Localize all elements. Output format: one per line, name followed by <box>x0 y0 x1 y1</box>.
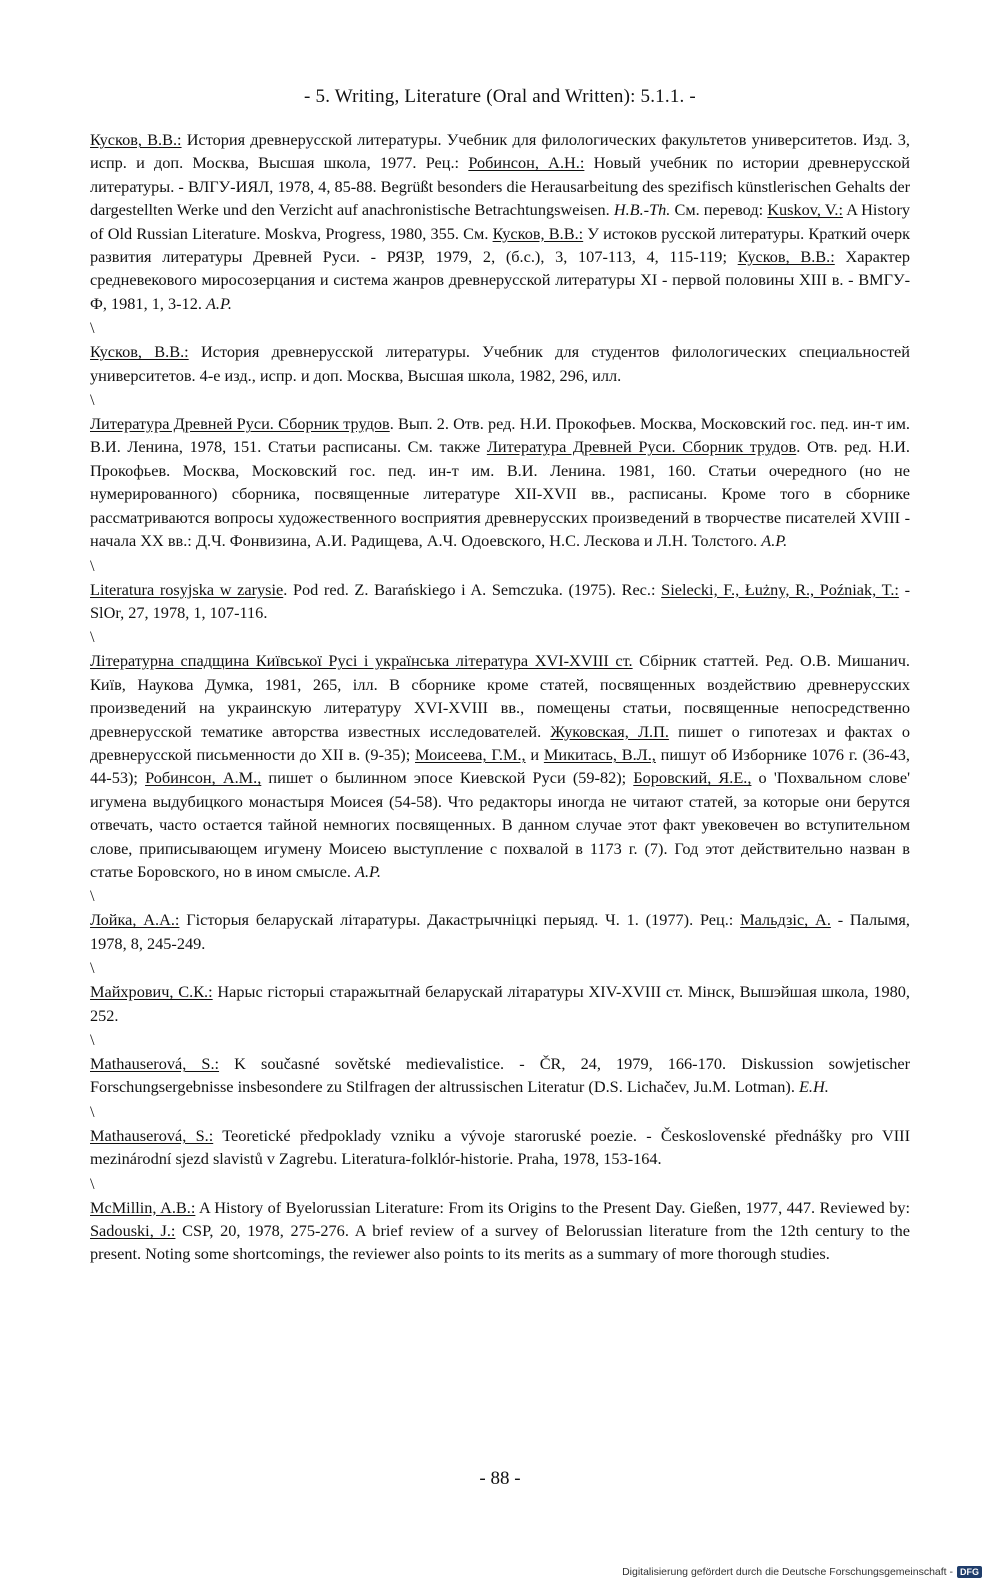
entry-text: Нарыс гісторыі старажытнай беларускай літаратуры XIV-XVIII ст. Мінск, Вышэйшая школа, 1980, 252. <box>90 982 910 1025</box>
cross-ref: Sielecki, F., Łużny, R., Poźniak, T.: <box>661 579 899 599</box>
entry-text: . Вып. 2. Отв. ред. Н.И. Прокофьев. Москва, Московский гос. пед. ин-т им. В.И. Ленина, 1978, 151. Статьи расписаны. См. также <box>90 414 910 457</box>
entry-separator: \ <box>90 886 95 906</box>
digitization-credit <box>622 1566 982 1578</box>
entry-text: . Отв. ред. Н.И. Прокофьев. Москва, Московский гос. пед. ин-т им. В.И. Ленина. 1981, 160. Статьи очередного (но не нумерированного) сборника, посвященные литературе XII-XVII вв., расписаны. Кроме того в сборнике рассматриваются вопросы художественного восприятия древнерусских произведений в творчестве писателей XVIII - начала XX вв.: Д.Ч. Фонвизина, А.И. Радищева, А.Ч. Одоевского, Н.С. Лескова и Л.Н. Толстого. <box>90 437 910 551</box>
entry-separator: \ <box>90 390 95 410</box>
entry-text: A History of Byelorussian Literature: From its Origins to the Present Day. Gießen, 1977, 447. Reviewed by: <box>195 1197 910 1217</box>
bib-entry <box>90 980 910 1027</box>
entry-text: Новый учебник по истории древнерусской литературы. - ВЛГУ-ИЯЛ, 1978, 4, 85-88. Begrüßt besonders die Herausarbeitung des spezifisch künstlerischen Gehalts der dargestellten Werke und den Verzicht auf anachronistische Betrachtungsweisen. <box>90 153 911 220</box>
bib-entry <box>90 340 910 387</box>
bib-entry <box>90 1052 910 1099</box>
entry-separator: \ <box>90 1173 95 1193</box>
cross-ref: Микитась, В.Л., <box>543 744 656 764</box>
bib-entry <box>90 1196 910 1266</box>
entry-separator: \ <box>90 1030 95 1049</box>
entry-text: Гісторыя беларускай літаратуры. Дакастрычніцкі перыяд. Ч. 1. (1977). Рец.: <box>179 910 741 930</box>
entry-author: Кусков, В.В.: <box>90 342 189 362</box>
entry-author: Mathauserová, S.: <box>90 1054 220 1073</box>
entry-text: . Pod red. Z. Barańskiego i A. Semczuka. (1975). Rec.: <box>283 579 662 599</box>
bib-entry <box>90 1124 910 1171</box>
page-header: - 5. Writing, Literature (Oral and Written): 5.1.1. - <box>304 86 696 107</box>
reviewer-initials: A.P. <box>761 531 788 551</box>
entry-text: Сбірник статтей. Ред. О.В. Мишанич. Київ, Наукова Думка, 1981, 265, ілл. В сборнике кроме статей, посвященных воздействию древнерусских произведений на украинскую литературу XVI-XVIII вв., помещены статьи, посвященные непосредственно древнерусской тематике авторства известных исследователей. <box>90 651 910 741</box>
entry-author: McMillin, A.B.: <box>90 1197 196 1217</box>
entry-text: пишет о гипотезах и фактах о древнерусской письменности до XII в. (9-35); <box>90 721 910 764</box>
cross-ref: Литература Древней Руси. Сборник трудов <box>486 437 797 457</box>
entry-author: Літературна спадщина Київської Русі і українська література XVI-XVIII ст. <box>90 651 633 671</box>
entry-separator: \ <box>90 958 95 978</box>
cross-ref: Боровский, Я.Е., <box>633 768 752 788</box>
cross-ref: Кусков, В.В.: <box>492 223 584 243</box>
reviewer-initials: H.B.-Th. <box>613 200 671 220</box>
entry-author: Кусков, В.В.: <box>90 130 182 149</box>
cross-ref: Мальдзіс, А. <box>740 910 831 930</box>
entry-text: История древнерусской литературы. Учебник для филологических факультетов университетов. Изд. 3, испр. и доп. Москва, Высшая школа, 1977. Рец.: <box>90 130 911 173</box>
cross-ref: Sadouski, J.: <box>90 1221 176 1241</box>
bibliography-entries <box>90 128 910 1266</box>
cross-ref: Робинсон, А.М., <box>145 768 262 788</box>
bib-entry <box>90 128 910 315</box>
entry-text: - Палымя, 1978, 8, 245-249. <box>90 910 910 953</box>
page-number: - 88 - <box>479 1468 521 1489</box>
bib-entry <box>90 412 910 552</box>
entry-text: Характер средневекового миросозерцания и система жанров древнерусской литературы XI - первой половины XIII в. - ВМГУ-Ф, 1981, 1, 3-12. <box>90 247 911 313</box>
entry-text: История древнерусской литературы. Учебник для студентов филологических специальностей университетов. 4-е изд., испр. и доп. Москва, Высшая школа, 1982, 296, илл. <box>90 342 910 385</box>
entry-text: пишет о былинном эпосе Киевской Руси (59-82); <box>261 768 634 788</box>
cross-ref: Робинсон, А.Н.: <box>468 153 585 173</box>
entry-text: См. перевод: <box>670 200 768 220</box>
entry-separator: \ <box>90 627 95 647</box>
dfg-logo: DFG <box>957 1566 982 1578</box>
entry-text: Teoretické předpoklady vzniku a vývoje staroruské poezie. - Československé přednášky pro VIII mezinárodní sjezd slavistů v Zagrebu. Literatura-folklór-historie. Praha, 1978, 153-164. <box>90 1125 910 1169</box>
entry-text: У истоков русской литературы. Краткий очерк развития литературы Древней Руси. - РЯЗР, 1979, 2, (б.с.), 3, 107-113, 4, 115-119; <box>90 223 911 267</box>
entry-separator: \ <box>90 318 95 338</box>
entry-text: пишут об Изборнике 1076 г. (36-43, 44-53); <box>90 744 910 788</box>
cross-ref: Кусков, В.В.: <box>737 247 835 267</box>
bib-entry <box>90 578 910 625</box>
entry-author: Литература Древней Руси. Сборник трудов <box>90 414 390 434</box>
entry-separator: \ <box>90 1101 95 1121</box>
digitization-credit-text: Digitalisierung gefördert durch die Deutsche Forschungsgemeinschaft - <box>622 1566 953 1578</box>
reviewer-initials: A.P. <box>355 861 381 881</box>
entry-author: Literatura rosyjska w zarysie <box>90 579 284 599</box>
entry-text: - SlOr, 27, 1978, 1, 107-116. <box>90 579 910 622</box>
entry-text: K současné sovětské medievalistice. - ČR, 24, 1979, 166-170. Diskussion sowjetischer Forschungsergebnisse insbesondere zu Stilfragen der altrussischen Literatur (D.S. Lichačev, Ju.M. Lotman). <box>90 1054 911 1097</box>
entry-text: CSP, 20, 1978, 275-276. A brief review of a survey of Belorussian literature from the 12th century to the present. Noting some shortcomings, the reviewer also points to its merits as a summary of more thorough studies. <box>90 1221 910 1264</box>
entry-author: Майхрович, С.К.: <box>90 982 213 1002</box>
entry-separator: \ <box>90 555 95 575</box>
bib-entry <box>90 908 910 955</box>
entry-text: и <box>525 744 544 764</box>
entry-author: Mathauserová, S.: <box>90 1125 214 1145</box>
cross-ref: Жуковская, Л.П. <box>550 721 669 741</box>
reviewer-initials: E.H. <box>798 1077 829 1097</box>
entry-text: о 'Похвальном слове' игумена выдубицкого монастыря Моисея (54-58). Что редакторы иногда не читают статей, за которые они берутся отвечать, часто остается тайной немногих посвященных. В данном случае этот факт увековечен во вступительном слове, приписывающем игумену Моисею выступление с похвалой в 1173 г. (7). Год этот действительно назван в статье Боровского, но в ином смысле. <box>90 768 910 881</box>
entry-text: A History of Old Russian Literature. Moskva, Progress, 1980, 355. См. <box>90 200 911 243</box>
reviewer-initials: A.P. <box>205 293 232 313</box>
cross-ref: Моисеева, Г.М., <box>415 744 526 764</box>
bib-entry <box>90 649 910 883</box>
cross-ref: Kuskov, V.: <box>767 200 843 220</box>
entry-author: Лойка, А.А.: <box>90 910 180 930</box>
